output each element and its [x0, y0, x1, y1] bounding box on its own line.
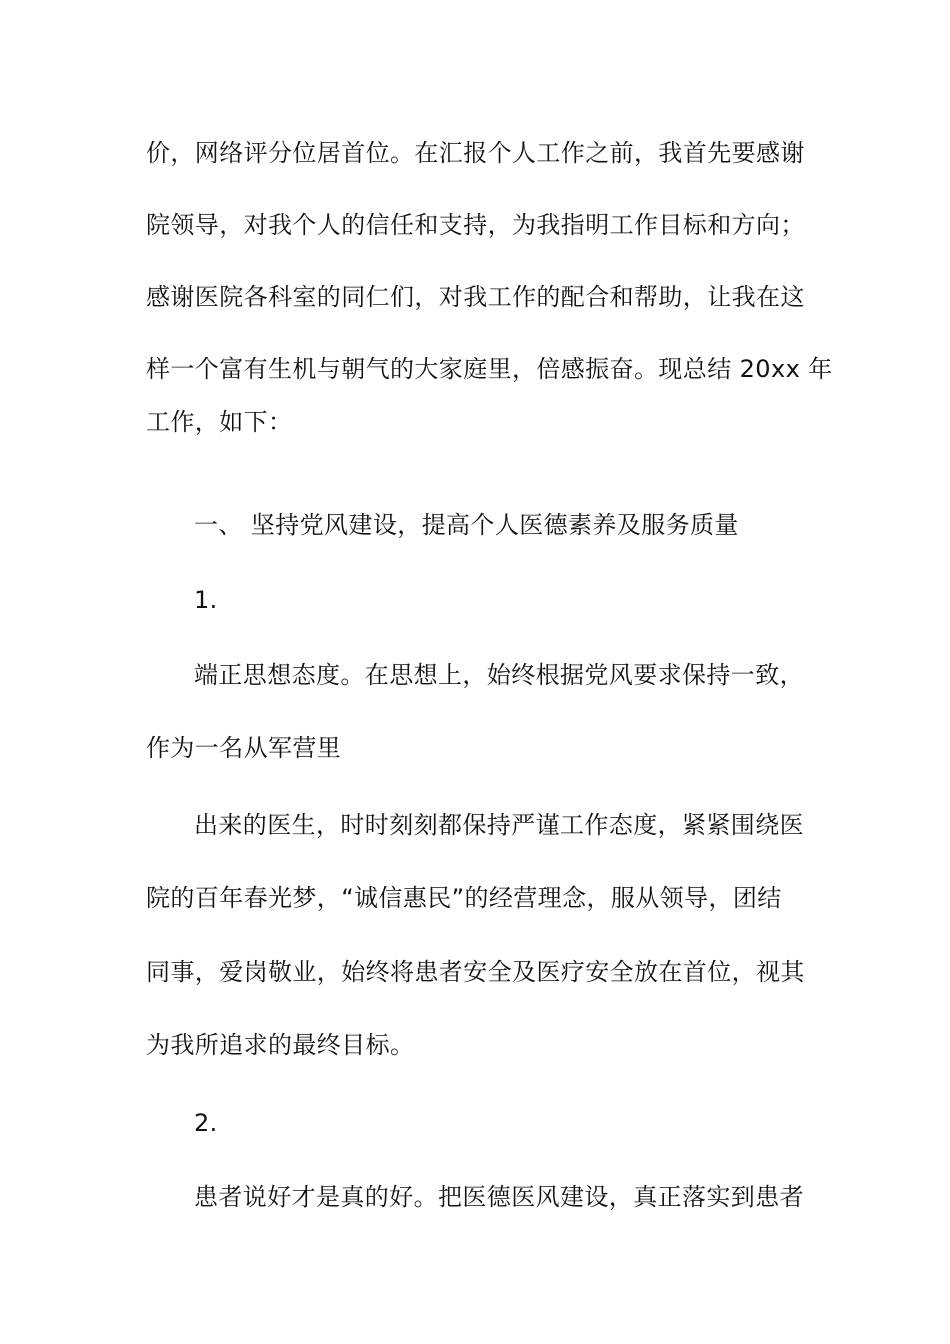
list-number: 2. — [194, 1109, 218, 1137]
paragraph-line: 院领导，对我个人的信任和支持，为我指明工作目标和方向； — [146, 211, 805, 239]
paragraph-line: 作为一名从军营里 — [146, 734, 342, 762]
paragraph-line: 出来的医生，时时刻刻都保持严谨工作态度，紧紧围绕医 — [194, 811, 804, 839]
paragraph-line: 同事，爱岗敬业，始终将患者安全及医疗安全放在首位，视其 — [146, 958, 805, 986]
paragraph-line: 端正思想态度。在思想上，始终根据党风要求保持一致， — [194, 661, 804, 689]
paragraph-line: 为我所追求的最终目标。 — [146, 1031, 415, 1059]
paragraph-line: 院的百年春光梦，“诚信惠民”的经营理念，服从领导，团结 — [146, 884, 782, 912]
paragraph-line: 患者说好才是真的好。把医德医风建设，真正落实到患者 — [194, 1183, 804, 1211]
paragraph-line: 感谢医院各科室的同仁们，对我工作的配合和帮助，让我在这 — [146, 283, 805, 311]
paragraph-line: 样一个富有生机与朝气的大家庭里，倍感振奋。现总结 20xx 年 — [146, 355, 833, 383]
paragraph-line: 工作，如下： — [146, 408, 293, 436]
list-number: 1. — [194, 586, 218, 614]
paragraph-line: 价，网络评分位居首位。在汇报个人工作之前，我首先要感谢 — [146, 139, 805, 167]
section-heading: 一、 坚持党风建设，提高个人医德素养及服务质量 — [194, 511, 739, 539]
